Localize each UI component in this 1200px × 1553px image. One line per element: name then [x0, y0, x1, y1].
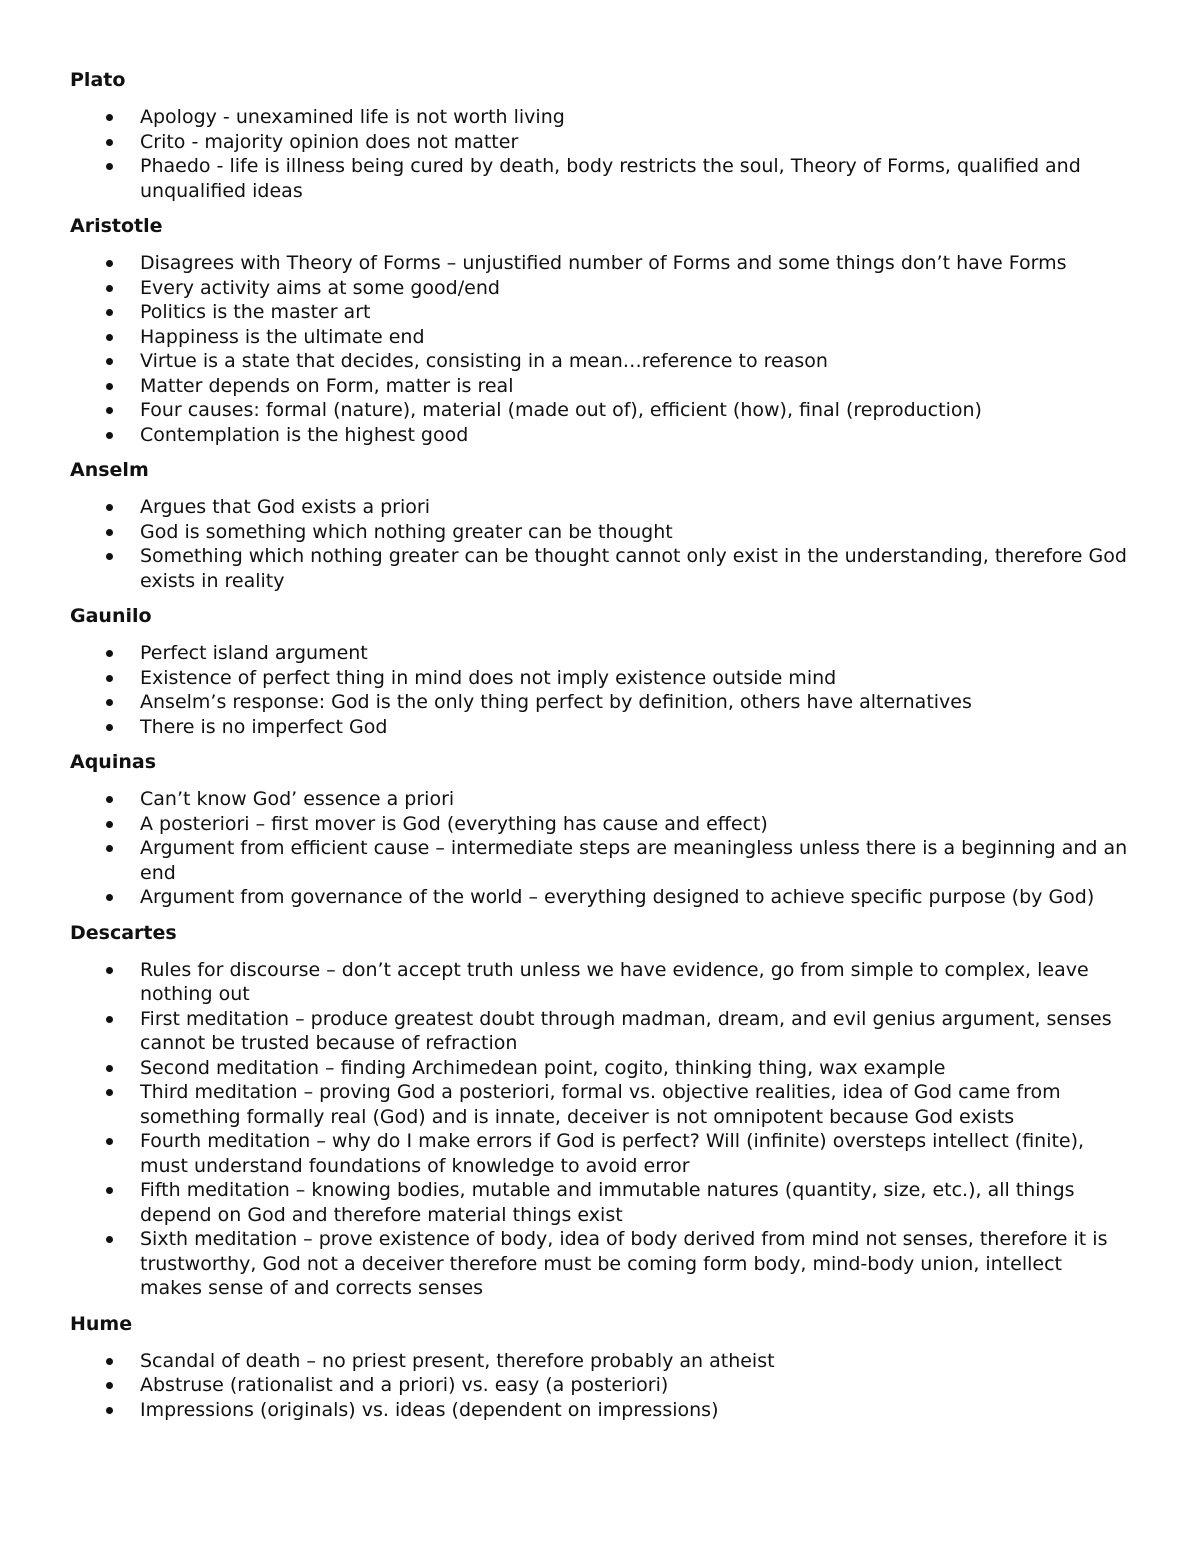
bullet-icon: [106, 285, 113, 292]
bullet-icon: [106, 967, 113, 974]
list-item: [70, 666, 1130, 691]
bullet-icon: [106, 650, 113, 657]
bullet-icon: [106, 1236, 113, 1243]
list-item-text: Fourth meditation – why do I make errors if God is perfect? Will (infinite) oversteps intellect (finite), must understand foundations of knowledge to avoid error: [140, 1130, 1085, 1177]
bullet-icon: [106, 358, 113, 365]
list-item-text: Can’t know God’ essence a priori: [140, 788, 455, 810]
section-aristotle: [70, 214, 1130, 447]
list-item: [70, 495, 1130, 520]
list-item: [70, 105, 1130, 130]
list-item-text: Every activity aims at some good/end: [140, 276, 500, 299]
list-item-text: Argument from governance of the world – everything designed to achieve specific purpose (by God): [140, 886, 1095, 908]
bullet-icon: [106, 845, 113, 852]
bullet-list: [70, 787, 1130, 910]
list-item-text: Rules for discourse – don’t accept truth unless we have evidence, go from simple to complex, leave nothing out: [140, 958, 1089, 1005]
list-item: [70, 1178, 1130, 1227]
list-item: [70, 1373, 1130, 1398]
list-item: [70, 958, 1130, 1007]
list-item: [70, 641, 1130, 666]
bullet-icon: [106, 1089, 113, 1096]
bullet-icon: [106, 529, 113, 536]
list-item: [70, 398, 1130, 423]
bullet-icon: [106, 139, 113, 146]
list-item: [70, 1349, 1130, 1374]
section-heading: Descartes: [70, 921, 177, 944]
list-item-text: Four causes: formal (nature), material (made out of), efficient (how), final (reproduction): [140, 399, 982, 421]
bullet-icon: [106, 1407, 113, 1414]
bullet-list: [70, 958, 1130, 1301]
section-heading: Aristotle: [70, 215, 163, 237]
list-item: [70, 544, 1130, 593]
section-aquinas: [70, 750, 1130, 910]
bullet-icon: [106, 699, 113, 706]
list-item: [70, 300, 1130, 325]
section-hume: [70, 1312, 1130, 1423]
bullet-list: [70, 1349, 1130, 1423]
list-item: [70, 251, 1130, 276]
bullet-list: [70, 641, 1130, 739]
list-item-text: First meditation – produce greatest doubt through madman, dream, and evil genius argument, senses cannot be trusted because of refraction: [140, 1007, 1112, 1054]
bullet-list: [70, 251, 1130, 447]
list-item: [70, 325, 1130, 350]
section-heading: Gaunilo: [70, 605, 152, 627]
bullet-icon: [106, 407, 113, 414]
bullet-icon: [106, 1016, 113, 1023]
list-item-text: Anselm’s response: God is the only thing perfect by definition, others have alternatives: [140, 691, 972, 713]
list-item-text: Disagrees with Theory of Forms – unjustified number of Forms and some things don’t have Forms: [140, 252, 1067, 274]
list-item: [70, 690, 1130, 715]
list-item: [70, 423, 1130, 448]
section-gaunilo: [70, 604, 1130, 739]
list-item: [70, 836, 1130, 885]
list-item: [70, 787, 1130, 812]
bullet-icon: [106, 1187, 113, 1194]
list-item-text: Perfect island argument: [140, 642, 368, 664]
list-item: [70, 812, 1130, 837]
list-item: [70, 374, 1130, 399]
list-item-text: Argues that God exists a priori: [140, 496, 430, 518]
list-item-text: Politics is the master art: [140, 301, 371, 323]
bullet-icon: [106, 1382, 113, 1389]
list-item-text: Sixth meditation – prove existence of body, idea of body derived from mind not senses, therefore it is trustworthy, God not a deceiver therefore must be coming form body, mind-body union, intellect makes sense of and corrects senses: [140, 1228, 1108, 1299]
list-item: [70, 1056, 1130, 1081]
bullet-icon: [106, 1065, 113, 1072]
list-item-text: Impressions (originals) vs. ideas (dependent on impressions): [140, 1398, 719, 1421]
bullet-icon: [106, 796, 113, 803]
list-item-text: Fifth meditation – knowing bodies, mutable and immutable natures (quantity, size, etc.), all things depend on God and therefore material things exist: [140, 1179, 1075, 1226]
list-item: [70, 1080, 1130, 1129]
list-item-text: Argument from efficient cause – intermediate steps are meaningless unless there is a beginning and an end: [140, 837, 1128, 884]
bullet-icon: [106, 553, 113, 560]
section-plato: [70, 68, 1130, 203]
list-item: [70, 130, 1130, 155]
list-item-text: Phaedo - life is illness being cured by death, body restricts the soul, Theory of Forms, qualified and unqualified ideas: [140, 155, 1081, 202]
section-heading: Plato: [70, 69, 126, 91]
bullet-icon: [106, 163, 113, 170]
list-item-text: Scandal of death – no priest present, therefore probably an atheist: [140, 1349, 775, 1372]
list-item-text: A posteriori – first mover is God (everything has cause and effect): [140, 812, 768, 835]
list-item-text: Contemplation is the highest good: [140, 423, 469, 446]
list-item-text: Third meditation – proving God a posteriori, formal vs. objective realities, idea of God came from something formally real (God) and is innate, deceiver is not omnipotent because God exists: [140, 1081, 1061, 1128]
bullet-icon: [106, 675, 113, 682]
bullet-icon: [106, 504, 113, 511]
bullet-icon: [106, 383, 113, 390]
section-heading: Aquinas: [70, 751, 157, 773]
list-item: [70, 715, 1130, 740]
bullet-icon: [106, 724, 113, 731]
list-item-text: Happiness is the ultimate end: [140, 325, 425, 348]
list-item-text: Virtue is a state that decides, consisting in a mean…reference to reason: [140, 350, 828, 372]
section-heading: Hume: [70, 1312, 133, 1335]
list-item: [70, 520, 1130, 545]
bullet-icon: [106, 894, 113, 901]
list-item: [70, 1007, 1130, 1056]
bullet-icon: [106, 1138, 113, 1145]
list-item-text: Existence of perfect thing in mind does not imply existence outside mind: [140, 666, 837, 689]
list-item-text: There is no imperfect God: [140, 715, 388, 738]
bullet-list: [70, 495, 1130, 593]
list-item-text: Second meditation – finding Archimedean point, cogito, thinking thing, wax example: [140, 1056, 946, 1079]
list-item: [70, 1227, 1130, 1301]
bullet-icon: [106, 309, 113, 316]
list-item: [70, 1129, 1130, 1178]
bullet-icon: [106, 1358, 113, 1365]
list-item: [70, 349, 1130, 374]
list-item-text: Apology - unexamined life is not worth living: [140, 106, 565, 128]
list-item-text: Crito - majority opinion does not matter: [140, 130, 519, 153]
section-descartes: [70, 921, 1130, 1301]
list-item: [70, 1398, 1130, 1423]
bullet-icon: [106, 114, 113, 121]
bullet-icon: [106, 260, 113, 267]
section-heading: Anselm: [70, 459, 149, 481]
list-item: [70, 885, 1130, 910]
list-item-text: God is something which nothing greater can be thought: [140, 520, 673, 543]
list-item-text: Matter depends on Form, matter is real: [140, 374, 514, 397]
list-item-text: Abstruse (rationalist and a priori) vs. easy (a posteriori): [140, 1374, 669, 1396]
list-item: [70, 276, 1130, 301]
list-item: [70, 154, 1130, 203]
bullet-list: [70, 105, 1130, 203]
bullet-icon: [106, 334, 113, 341]
list-item-text: Something which nothing greater can be thought cannot only exist in the understanding, therefore God exists in reality: [140, 545, 1127, 592]
section-anselm: [70, 458, 1130, 593]
bullet-icon: [106, 821, 113, 828]
bullet-icon: [106, 432, 113, 439]
